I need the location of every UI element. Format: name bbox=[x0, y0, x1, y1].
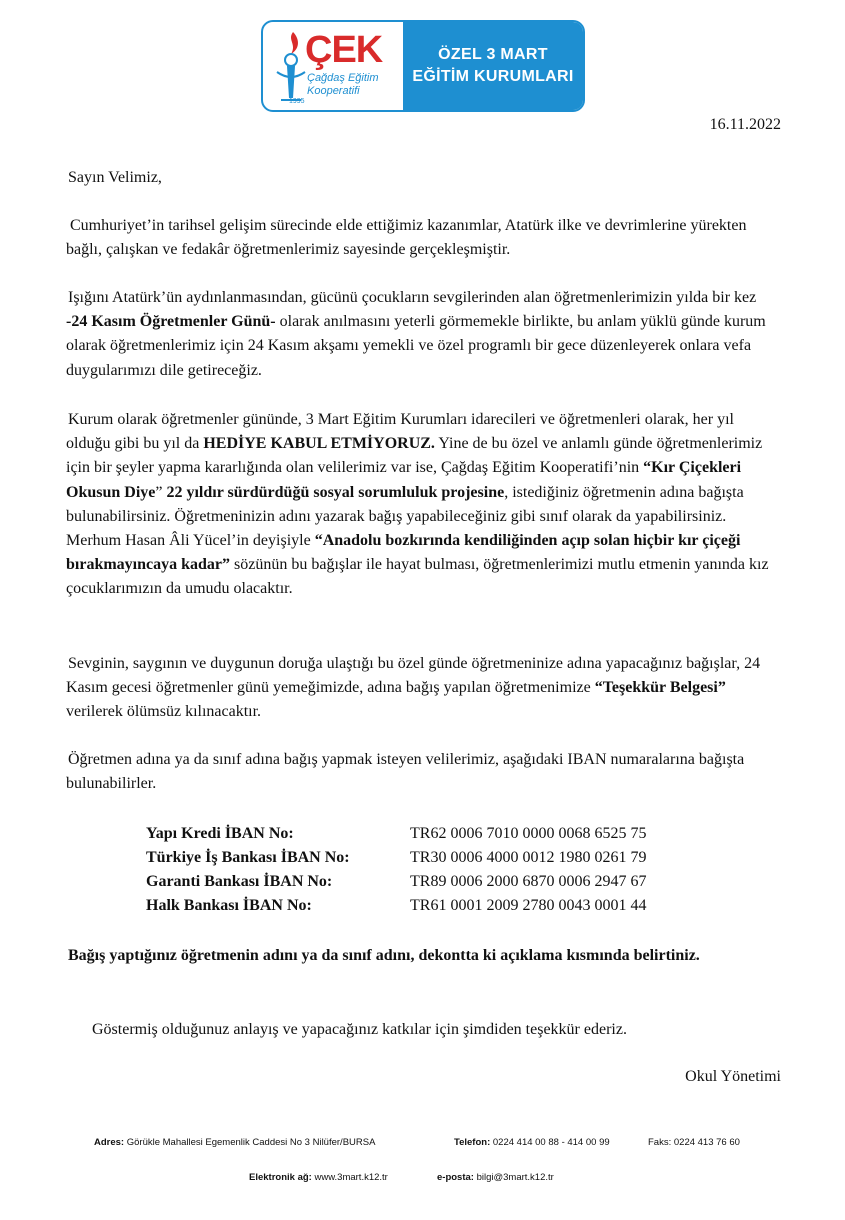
footer-address bbox=[94, 1137, 375, 1148]
cek-logo bbox=[263, 22, 403, 110]
footer-fax-label: Faks: bbox=[648, 1137, 672, 1148]
footer-email-link[interactable]: bilgi@3mart.k12.tr bbox=[476, 1172, 554, 1183]
iban-number: TR89 0006 2000 6870 0006 2947 67 bbox=[410, 873, 647, 890]
footer-phone-value: 0224 414 00 88 - 414 00 99 bbox=[492, 1137, 610, 1148]
footer-fax-value: 0224 413 76 60 bbox=[673, 1137, 740, 1148]
signature: Okul Yönetimi bbox=[685, 1068, 781, 1085]
logo-year: 1995 bbox=[289, 98, 305, 105]
footer-email-label: e-posta: bbox=[437, 1172, 474, 1183]
logo-wordmark: ÇEK bbox=[305, 29, 383, 71]
paragraph-1: Cumhuriyet’in tarihsel gelişim sürecinde elde ettiğimiz kazanımlar, Atatürk ilke ve devrimlerine yürekten bağlı, çalışkan ve fedakâr öğretmenlerimiz sayesinde gerçekleşmiştir. bbox=[66, 217, 747, 259]
iban-row bbox=[146, 822, 646, 846]
institution-title-line-2: EĞİTİM KURUMLARI bbox=[412, 68, 574, 85]
iban-number: TR61 0001 2009 2780 0043 0001 44 bbox=[410, 897, 647, 914]
iban-number: TR30 0006 4000 0012 1980 0261 79 bbox=[410, 849, 647, 866]
footer-address-label: Adres: bbox=[94, 1137, 125, 1148]
footer-address-value: Görükle Mahallesi Egemenlik Caddesi No 3 Nilüfer/BURSA bbox=[126, 1137, 376, 1148]
iban-bank-name: Türkiye İş Bankası İBAN No: bbox=[146, 849, 350, 866]
footer-email bbox=[437, 1172, 554, 1183]
footer-fax bbox=[648, 1137, 740, 1148]
footer-phone bbox=[454, 1137, 610, 1148]
footer-web-link[interactable]: www.3mart.k12.tr bbox=[314, 1172, 388, 1183]
iban-row bbox=[146, 870, 646, 894]
footer-web bbox=[249, 1172, 388, 1183]
iban-row bbox=[146, 894, 646, 918]
letter-date: 16.11.2022 bbox=[709, 116, 781, 133]
institution-title-line-1: ÖZEL 3 MART bbox=[438, 46, 548, 63]
iban-table bbox=[146, 822, 646, 918]
iban-row bbox=[146, 846, 646, 870]
institution-title bbox=[403, 22, 583, 110]
salutation: Sayın Velimiz, bbox=[68, 169, 162, 186]
paragraph-3: Kurum olarak öğretmenler gününde, 3 Mart Eğitim Kurumları idarecileri ve öğretmenleri olarak, her yıl olduğu gibi bu yıl da HEDİYE KABUL ETMİYORUZ. Yine de bu özel ve anlamlı günde öğretmenlerimiz için bir şeyler yapma kararlığında olan velilerimiz var ise, Çağdaş Eğitim Kooperatifi’nin “Kır Çiçekleri Okusun Diye” 22 yıldır sürdürdüğü sosyal sorumluluk projesine, istediğiniz öğretmenin adına bağışta bulunabilirsiniz. Öğretmeninizin adını yazarak bağış yapabileceğiniz gibi sınıf olarak da yapabilirsiniz. Merhum Hasan Âli Yücel’in deyişiyle “Anadolu bozkırında kendiliğinden açıp solan hiçbir kır çiçeği bırakmayıncaya kadar” sözünün bu bağışlar ile hayat bulması, öğretmenlerimizi mutlu etmenin yanında kız çocuklarımızın da umudu olacaktır. bbox=[66, 411, 769, 598]
paragraph-2: Işığını Atatürk’ün aydınlanmasından, gücünü çocukların sevgilerinden alan öğretmenlerimizin yılda bir kez -24 Kasım Öğretmenler Günü- olarak anılmasını yeterli görmemekle birlikte, bu anlam yüklü günde kurum olarak öğretmenlerimiz için 24 Kasım akşamı yemekli ve özel programlı bir gece düzenleyerek onlara vefa duygularımızı dile getireceğiz. bbox=[66, 289, 766, 379]
iban-bank-name: Yapı Kredi İBAN No: bbox=[146, 825, 294, 842]
iban-bank-name: Halk Bankası İBAN No: bbox=[146, 897, 312, 914]
paragraph-6: Bağış yaptığınız öğretmenin adını ya da sınıf adını, dekontta ki açıklama kısmında belirtiniz. bbox=[68, 947, 700, 964]
iban-bank-name: Garanti Bankası İBAN No: bbox=[146, 873, 333, 890]
footer-phone-label: Telefon: bbox=[454, 1137, 491, 1148]
header-logo bbox=[261, 20, 585, 112]
logo-subtitle: Çağdaş Eğitim Kooperatifi bbox=[307, 72, 379, 97]
paragraph-4: Sevginin, saygının ve duygunun doruğa ulaştığı bu özel günde öğretmeninize adına yapacağınız bağışlar, 24 Kasım gecesi öğretmenler günü yemeğimizde, adına bağış yapılan öğretmenimize “Teşekkür Belgesi” verilerek ölümsüz kılınacaktır. bbox=[66, 655, 761, 721]
iban-number: TR62 0006 7010 0000 0068 6525 75 bbox=[410, 825, 647, 842]
paragraph-5: Öğretmen adına ya da sınıf adına bağış yapmak isteyen velilerimiz, aşağıdaki IBAN numaralarına bağışta bulunabilirler. bbox=[66, 751, 745, 793]
paragraph-7: Göstermiş olduğunuz anlayış ve yapacağınız katkılar için şimdiden teşekkür ederiz. bbox=[92, 1021, 627, 1038]
footer-web-label: Elektronik ağ: bbox=[249, 1172, 312, 1183]
